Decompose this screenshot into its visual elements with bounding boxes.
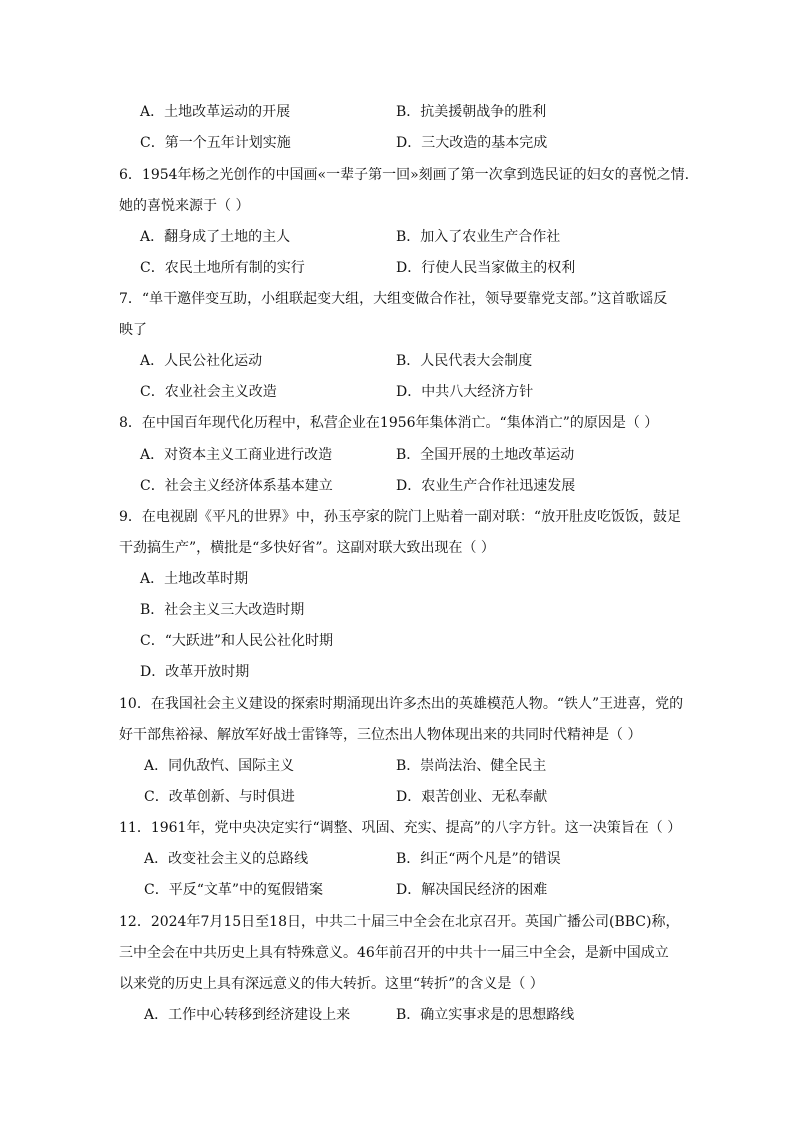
- question-9-stem-cont: 干劲搞生产”，横批是“多快好省”。这副对联大致出现在（ ）: [119, 540, 495, 556]
- question-12-stem-cont: 三中全会在中共历史上具有特殊意义。46年前召开的中共十一届三中全会，是新中国成立: [119, 945, 669, 961]
- option-d: D．三大改造的基本完成: [396, 135, 548, 151]
- question-7-stem: 7．“单干邀伴变互助，小组联起变大组，大组变做合作社，领导要靠党支部。”这首歌谣反: [119, 291, 668, 307]
- option-c: C．农民土地所有制的实行: [140, 260, 305, 276]
- option-b: B．加入了农业生产合作社: [396, 229, 561, 245]
- option-b: B．确立实事求是的思想路线: [396, 1007, 575, 1023]
- option-a: A．人民公社化运动: [140, 353, 263, 369]
- option-b: B．全国开展的土地改革运动: [396, 447, 575, 463]
- option-b: B．人民代表大会制度: [396, 353, 533, 369]
- option-d: D．艰苦创业、无私奉献: [396, 789, 548, 805]
- option-c: C．改革创新、与时俱进: [144, 789, 295, 805]
- option-a: A．工作中心转移到经济建设上来: [144, 1007, 351, 1023]
- option-b: B．纠正“两个凡是”的错误: [396, 851, 561, 867]
- option-d: D．行使人民当家做主的权利: [396, 260, 576, 276]
- option-c: C．社会主义经济体系基本建立: [140, 478, 333, 494]
- question-9-stem: 9．在电视剧《平凡的世界》中，孙玉亭家的院门上贴着一副对联：“放开肚皮吃饭饭，鼓足: [119, 509, 682, 525]
- option-a: A．同仇敌忾、国际主义: [144, 758, 295, 774]
- option-d: D．农业生产合作社迅速发展: [396, 478, 576, 494]
- question-10-stem-cont: 好干部焦裕禄、解放军好战士雷锋等，三位杰出人物体现出来的共同时代精神是（ ）: [119, 727, 642, 743]
- option-a: A．土地改革时期: [140, 571, 249, 587]
- option-c: C．“大跃进”和人民公社化时期: [140, 633, 334, 649]
- option-a: A．翻身成了土地的主人: [140, 229, 291, 245]
- option-b: B．崇尚法治、健全民主: [396, 758, 547, 774]
- question-11-stem: 11．1961年，党中央决定实行“调整、巩固、充实、提高”的八字方针。这一决策旨在（ ）: [119, 820, 682, 836]
- option-d: D．中共八大经济方针: [396, 384, 534, 400]
- option-c: C．农业社会主义改造: [140, 384, 277, 400]
- option-a: A．对资本主义工商业进行改造: [140, 447, 333, 463]
- option-b: B．社会主义三大改造时期: [140, 602, 305, 618]
- option-a: A．改变社会主义的总路线: [144, 851, 309, 867]
- option-d: D．改革开放时期: [140, 664, 250, 680]
- question-8-stem: 8．在中国百年现代化历程中，私营企业在1956年集体消亡。“集体消亡”的原因是（ ）: [119, 415, 659, 431]
- option-c: C．第一个五年计划实施: [140, 135, 291, 151]
- option-b: B．抗美援朝战争的胜利: [396, 104, 547, 120]
- question-12-stem: 12．2024年7月15日至18日，中共二十届三中全会在北京召开。英国广播公司(BBC)称，: [119, 914, 680, 930]
- question-10-stem: 10．在我国社会主义建设的探索时期涌现出许多杰出的英雄模范人物。“铁人”王进喜，党的: [119, 696, 684, 712]
- question-7-stem-cont: 映了: [119, 322, 147, 338]
- question-6-stem-cont: 她的喜悦来源于（ ）: [119, 198, 250, 214]
- question-12-stem-cont: 以来党的历史上具有深远意义的伟大转折。这里“转折”的含义是（ ）: [119, 976, 544, 992]
- question-6-stem: 6．1954年杨之光创作的中国画«一辈子第一回»刻画了第一次拿到选民证的妇女的喜悦之情.: [119, 167, 690, 183]
- option-a: A．土地改革运动的开展: [140, 104, 291, 120]
- option-d: D．解决国民经济的困难: [396, 882, 548, 898]
- option-c: C．平反“文革”中的冤假错案: [144, 882, 324, 898]
